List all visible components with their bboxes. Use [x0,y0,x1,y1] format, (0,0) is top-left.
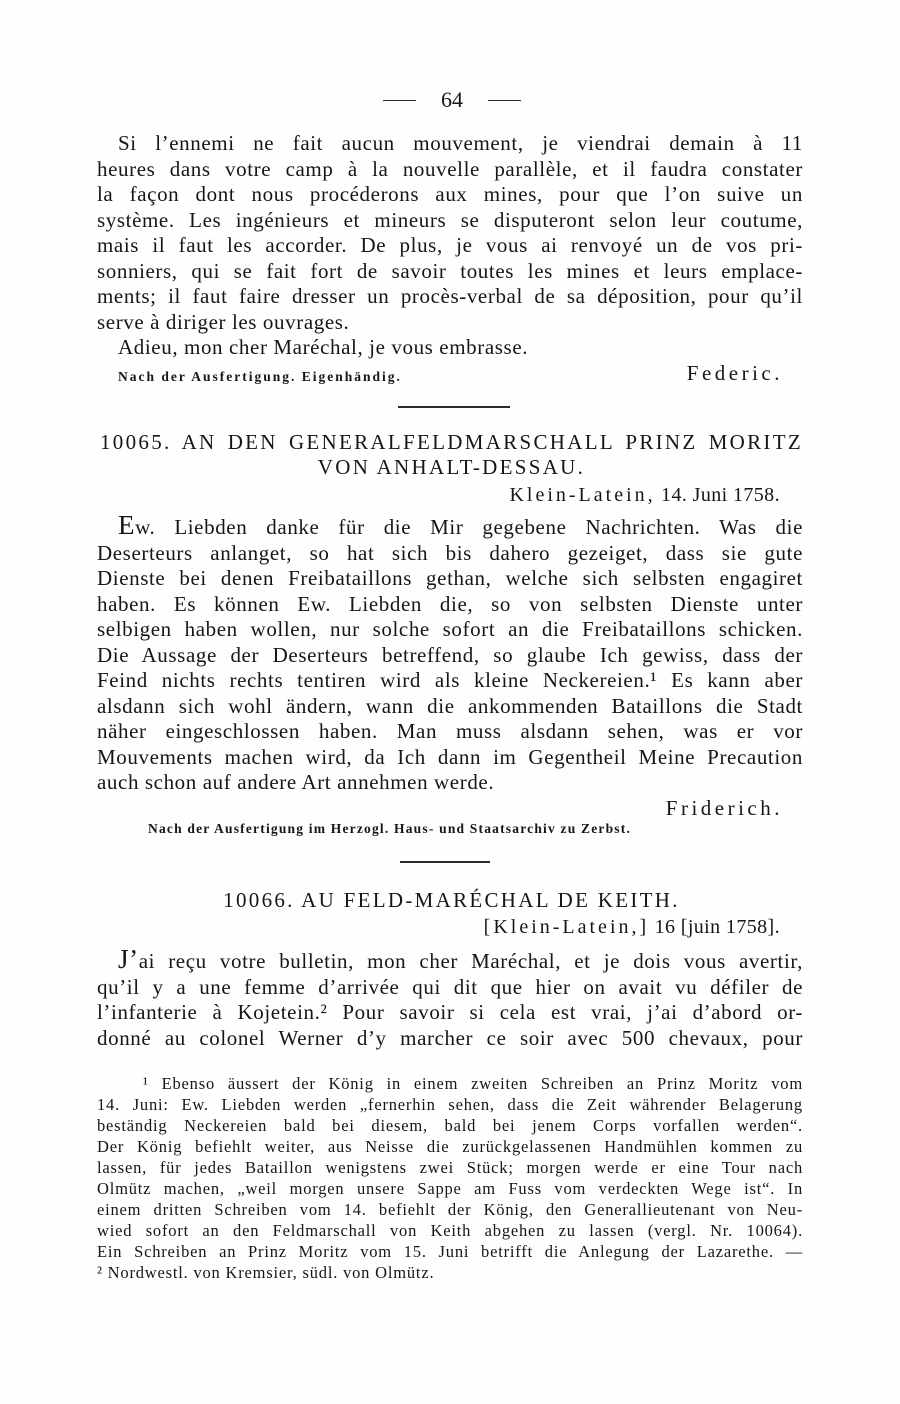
letter-heading [100,429,803,455]
letter-place: [Klein-Latein,] [483,916,650,938]
source-note: Nach der Ausfertigung im Herzogl. Haus- und Staatsarchiv zu Zerbst. [148,821,632,836]
body-line: donné au colonel Werner d’y marcher ce soir avec 500 chevaux, pour [97,1025,803,1050]
footnote-line: beständig Neckereien bald bei diesem, bald bei jenem Corps vorfallen werden“. [97,1116,803,1135]
footnote-line: 14. Juni: Ew. Liebden werden „fernerhin sehen, dass die Zeit währender Belagerung [97,1095,803,1114]
body-line: Dienste bei denen Freibataillons gethan, welche sich selbsten engagiret [97,566,803,590]
footnote-line: ¹ Ebenso äussert der König in einem zweiten Schreiben an Prinz Moritz vom [143,1074,803,1093]
letter-body [97,944,803,1051]
footnote-line: ² Nordwestl. von Kremsier, südl. von Olmütz. [97,1263,435,1282]
letter-heading-title: VON ANHALT-DESSAU. [317,455,586,479]
body-line: système. Les ingénieurs et mineurs se disputeront selon leur coutume, [97,207,803,232]
body-line: Feind nichts rechts tentiren wird als kleine Neckereien.¹ Es kann aber [97,668,803,692]
body-line: Die Aussage der Deserteurs betreffend, so glaube Ich gewiss, dass der [97,642,803,667]
page-number-dash-right [488,100,521,101]
body-line: Ew. Liebden danke für die Mir gegebene Nachrichten. Was die [118,510,803,540]
letter-dateline [300,915,780,939]
body-line: J’ai reçu votre bulletin, mon cher Maréchal, et je dois vous avertir, [118,944,803,974]
section-divider [400,861,490,863]
letter-number: 10066. [223,888,295,912]
body-line: haben. Es können Ew. Liebden die, so von selbsten Dienste unter [97,591,803,616]
body-line: alsdann sich wohl ändern, wann die ankommenden Bataillons die Stadt [97,693,803,718]
body-line: serve à diriger les ouvrages. [97,309,350,334]
letter-dateline [300,483,780,507]
source-note: Nach der Ausfertigung. Eigenhändig. [118,369,402,384]
section-divider [398,406,510,408]
body-line: selbigen haben wollen, nur solche sofort an die Freibataillons schicken. [97,617,803,641]
footnote-line: wied sofort an den Feldmarschall von Keith abgehen zu lassen (vergl. Nr. 10064). [97,1221,803,1240]
footnotes [97,1073,803,1283]
body-line: Adieu, mon cher Maréchal, je vous embrasse. [118,335,529,359]
footnote-line: einem dritten Schreiben vom 14. befiehlt der König, den Generallieutenant von Neu- [97,1200,803,1219]
letter-body [97,510,803,796]
body-line: Deserteurs anlanget, so hat sich bis dahero gezeiget, dass sie gute [97,540,803,565]
body-line: heures dans votre camp à la nouvelle parallèle, et il faudra constater [97,156,803,181]
letter-heading-title: AU FELD-MARÉCHAL DE KEITH. [301,888,680,912]
footnote-line: lassen, für jedes Bataillon wenigstens zwei Stück; morgen werde er eine Tour nach [97,1158,803,1177]
signature: Friderich. [665,796,783,820]
body-line: la façon dont nous procéderons aux mines, pour que l’on suive un [97,182,803,206]
footnote-line: Ein Schreiben an Prinz Moritz vom 15. Juni betrifft die Anlegung der Lazarethe. — [97,1242,803,1261]
letter-date: 16 [juin 1758]. [654,916,780,938]
body-line: sonniers, qui se fait fort de savoir toutes les mines et leurs emplace- [97,258,803,283]
letter-heading-title: AN DEN GENERALFELDMARSCHALL PRINZ MORITZ [181,430,803,454]
footnote-line: Olmütz machen, „weil morgen unsere Sappe am Fuss vom verdeckten Wege ist“. In [97,1179,803,1198]
body-line: mais il faut les accorder. De plus, je vous ai renvoyé un de vos pri- [97,233,803,257]
body-line: qu’il y a une femme d’arrivée qui dit que hier on avait vu défiler de [97,974,803,999]
body-line: l’infanterie à Kojetein.² Pour savoir si cela est vrai, j’ai d’abord or- [97,1000,803,1024]
body-line: Mouvements machen wird, da Ich dann im Gegentheil Meine Precaution [97,744,803,769]
signature: Federic. [686,361,783,385]
letter-place: Klein-Latein, [509,484,656,506]
body-line: auch schon auf andere Art annehmen werde. [97,770,495,794]
page-number: 64 [441,87,463,112]
letter-date: 14. Juni 1758. [661,484,780,506]
letter-continuation [97,131,803,361]
body-line: näher eingeschlossen haben. Man muss alsdann sehen, was er vor [97,719,803,743]
body-line: Si l’ennemi ne fait aucun mouvement, je viendrai demain à 11 [118,131,803,155]
page-number-dash-left [383,100,416,101]
letter-number: 10065. [100,430,172,454]
letter-heading [100,887,803,913]
body-line: ments; il faut faire dresser un procès-verbal de sa déposition, pour qu’il [97,284,803,308]
footnote-line: Der König befiehlt weiter, aus Neisse die zurückgelassenen Handmühlen kommen zu [97,1137,803,1156]
